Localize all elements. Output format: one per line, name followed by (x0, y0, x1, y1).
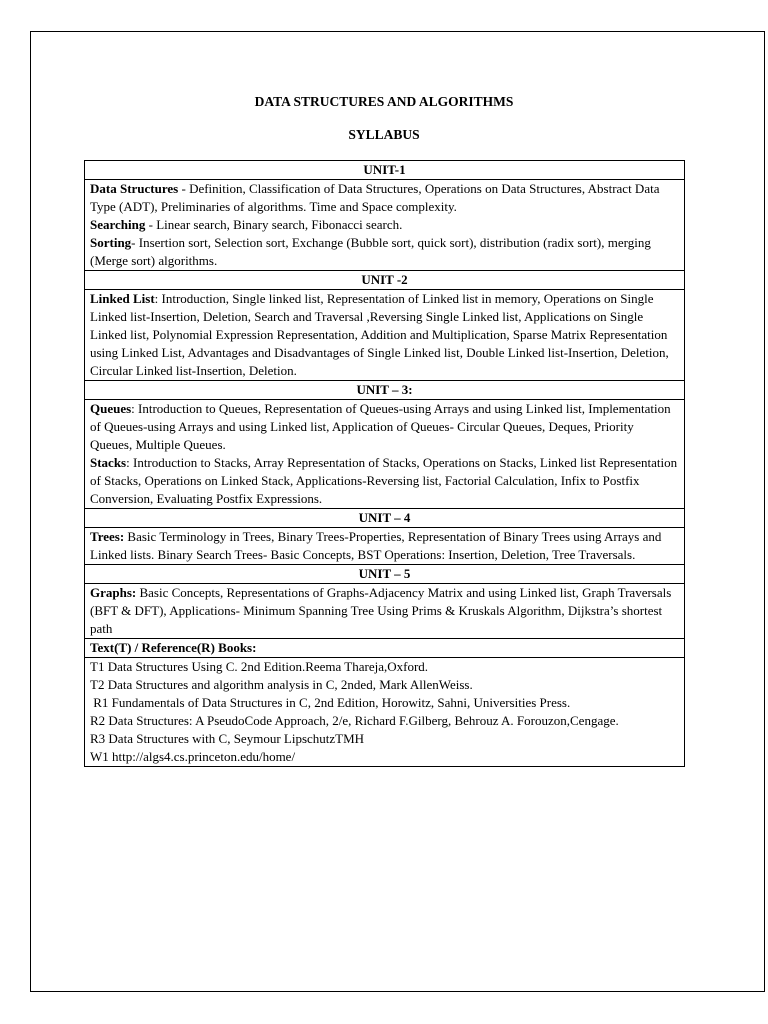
unit-1-content-row (85, 180, 685, 271)
topic-term: Trees: (90, 529, 125, 544)
book-entry: T2 Data Structures and algorithm analysis in C, 2nded, Mark AllenWeiss. (90, 677, 473, 692)
unit-2-topic (90, 290, 679, 380)
unit-2-content (85, 290, 685, 381)
unit-1-content (85, 180, 685, 271)
unit-3-content-row (85, 400, 685, 509)
books-list (85, 658, 685, 767)
unit-4-heading: UNIT – 4 (85, 509, 685, 528)
topic-text: : Introduction to Stacks, Array Representation of Stacks, Operations on Stacks, Linked list Representation of Stacks, Operations on Linked Stack, Applications-Reversing list, Factorial Calculation, Infix to Postfix Conversion, Evaluating Postfix Expressions. (90, 455, 678, 506)
document-title: DATA STRUCTURES AND ALGORITHMS (254, 94, 514, 109)
topic-text: - Linear search, Binary search, Fibonacci search. (145, 217, 403, 232)
book-entry: R3 Data Structures with C, Seymour LipschutzTMH (90, 731, 365, 746)
unit-5-content-row (85, 584, 685, 639)
topic-text: - Insertion sort, Selection sort, Exchange (Bubble sort, quick sort), distribution (radix sort), merging (Merge sort) algorithms. (90, 235, 651, 268)
unit-2-header-row (85, 271, 685, 290)
topic-term: Graphs: (90, 585, 137, 600)
unit-4-content-row (85, 528, 685, 565)
topic-term: Searching (90, 217, 146, 232)
topic-term: Linked List (90, 291, 155, 306)
topic-term: Queues (90, 401, 132, 416)
unit-2-heading: UNIT -2 (85, 271, 685, 290)
unit-2-content-row (85, 290, 685, 381)
unit-1-topic (90, 216, 679, 234)
unit-5-topic (90, 584, 679, 638)
unit-4-header-row (85, 509, 685, 528)
book-entry: T1 Data Structures Using C. 2nd Edition.Reema Thareja,Oxford. (90, 659, 429, 674)
unit-5-heading: UNIT – 5 (85, 565, 685, 584)
books-header-row (85, 639, 685, 658)
unit-3-heading: UNIT – 3: (85, 381, 685, 400)
unit-3-content (85, 400, 685, 509)
unit-4-topic (90, 528, 679, 564)
unit-1-topic (90, 180, 679, 216)
unit-1-header-row (85, 161, 685, 180)
topic-text: - Definition, Classification of Data Structures, Operations on Data Structures, Abstract Data Type (ADT), Preliminaries of algorithms. Time and Space complexity. (90, 181, 660, 214)
unit-5-header-row (85, 565, 685, 584)
unit-3-topic (90, 454, 679, 508)
unit-1-topic (90, 234, 679, 270)
unit-3-topic (90, 400, 679, 454)
unit-3-header-row (85, 381, 685, 400)
topic-term: Stacks (90, 455, 127, 470)
book-entry: R2 Data Structures: A PseudoCode Approach, 2/e, Richard F.Gilberg, Behrouz A. Forouzon,Cengage. (90, 713, 619, 728)
unit-5-content (85, 584, 685, 639)
topic-text: Basic Concepts, Representations of Graphs-Adjacency Matrix and using Linked list, Graph Traversals (BFT & DFT), Applications- Minimum Spanning Tree Using Prims & Kruskals Algorithm, Dijkstra’s shortest path (90, 585, 672, 636)
syllabus-table (84, 160, 685, 767)
topic-term: Data Structures (90, 181, 179, 196)
topic-text: : Introduction to Queues, Representation of Queues-using Arrays and using Linked list, Implementation of Queues-using Arrays and using Linked list, Application of Queues- Circular Queues, Deques, Priority Queues, Multiple Queues. (90, 401, 671, 452)
document-subtitle: SYLLABUS (348, 127, 420, 142)
unit-1-heading: UNIT-1 (85, 161, 685, 180)
book-entry-link[interactable]: W1 http://algs4.cs.princeton.edu/home/ (90, 749, 296, 764)
topic-text: Basic Terminology in Trees, Binary Trees-Properties, Representation of Binary Trees using Arrays and Linked lists. Binary Search Trees- Basic Concepts, BST Operations: Insertion, Deletion, Tree Traversals. (90, 529, 662, 562)
unit-4-content (85, 528, 685, 565)
books-heading: Text(T) / Reference(R) Books: (85, 639, 685, 658)
books-content-row (85, 658, 685, 767)
topic-text: : Introduction, Single linked list, Representation of Linked list in memory, Operations on Single Linked list-Insertion, Deletion, Search and Traversal ,Reversing Single Linked list, Applications on Single Linked list, Polynomial Expression Representation, Addition and Multiplication, Sparse Matrix Representation using Linked List, Advantages and Disadvantages of Single Linked list, Double Linked list-Insertion, Deletion, Circular Linked list-Insertion, Deletion. (90, 291, 669, 378)
topic-term: Sorting (90, 235, 132, 250)
book-entry: R1 Fundamentals of Data Structures in C, 2nd Edition, Horowitz, Sahni, Universities Press. (90, 695, 571, 710)
